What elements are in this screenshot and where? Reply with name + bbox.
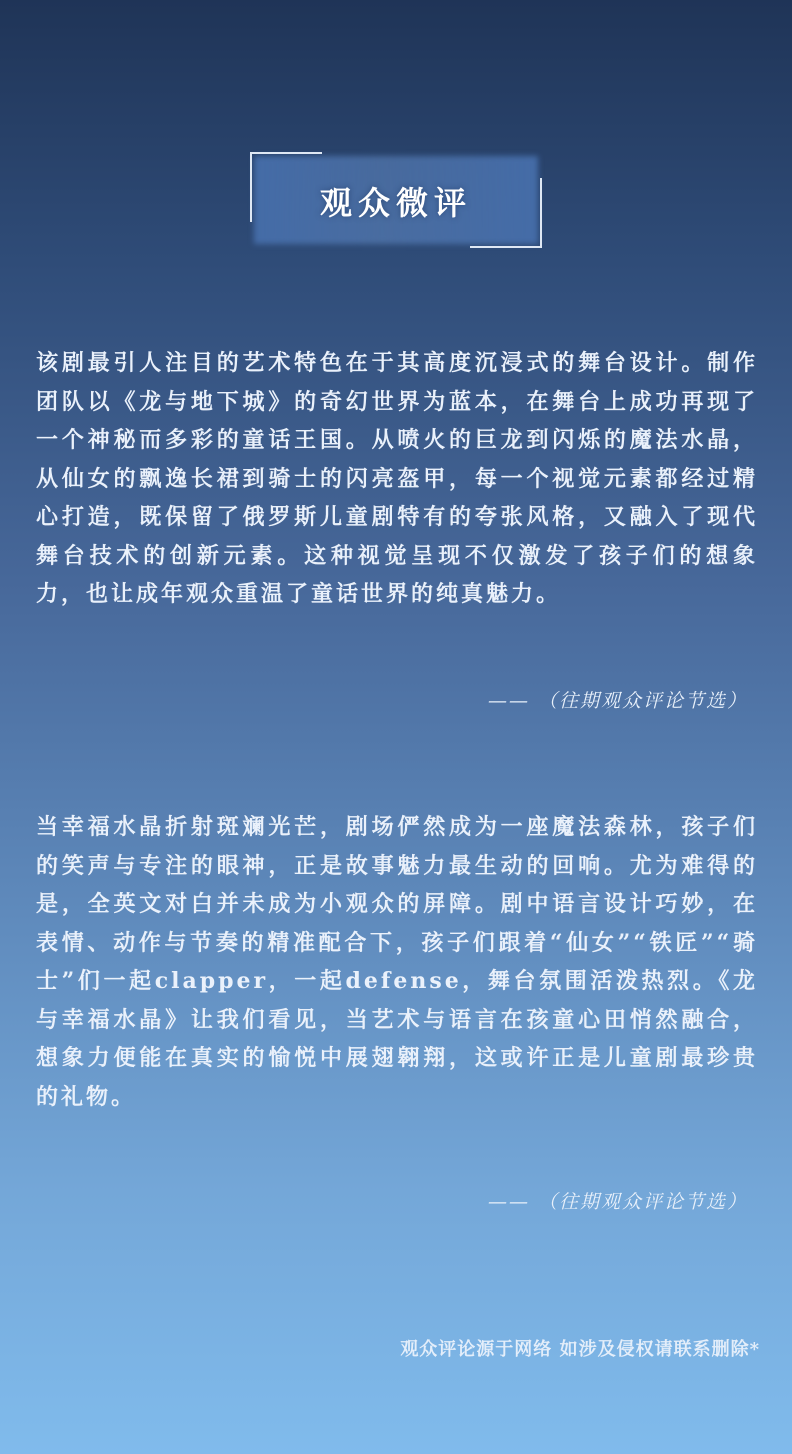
review-attribution-2: —— （往期观众评论节选） [487,1191,748,1213]
section-title-box [250,152,542,248]
section-title: 观众微评 [319,184,472,222]
copyright-disclaimer: 观众评论源于网络 如涉及侵权请联系删除* [400,1339,760,1360]
review-text-2: 当幸福水晶折射斑斓光芒，剧场俨然成为一座魔法森林，孩子们的笑声与专注的眼神，正是故事魅力最生动的回响。尤为难得的是，全英文对白并未成为小观众的屏障。剧中语言设计巧妙，在表情、动作与节奏的精准配合下，孩子们跟着“仙女”“铁匠”“骑士”们一起clapper，一起defense，舞台氛围活泼热烈。《龙与幸福水晶》让我们看见，当艺术与语言在孩童心田悄然融合，想象力便能在真实的愉悦中展翅翱翔，这或许正是儿童剧最珍贵的礼物。 [36,814,758,1110]
review-text-1: 该剧最引人注目的艺术特色在于其高度沉浸式的舞台设计。制作团队以《龙与地下城》的奇幻世界为蓝本，在舞台上成功再现了一个神秘而多彩的童话王国。从喷火的巨龙到闪烁的魔法水晶，从仙女的飘逸长裙到骑士的闪亮盔甲，每一个视觉元素都经过精心打造，既保留了俄罗斯儿童剧特有的夸张风格，又融入了现代舞台技术的创新元素。这种视觉呈现不仅激发了孩子们的想象力，也让成年观众重温了童话世界的纯真魅力。 [36,350,758,607]
review-attribution-1: —— （往期观众评论节选） [487,690,748,712]
